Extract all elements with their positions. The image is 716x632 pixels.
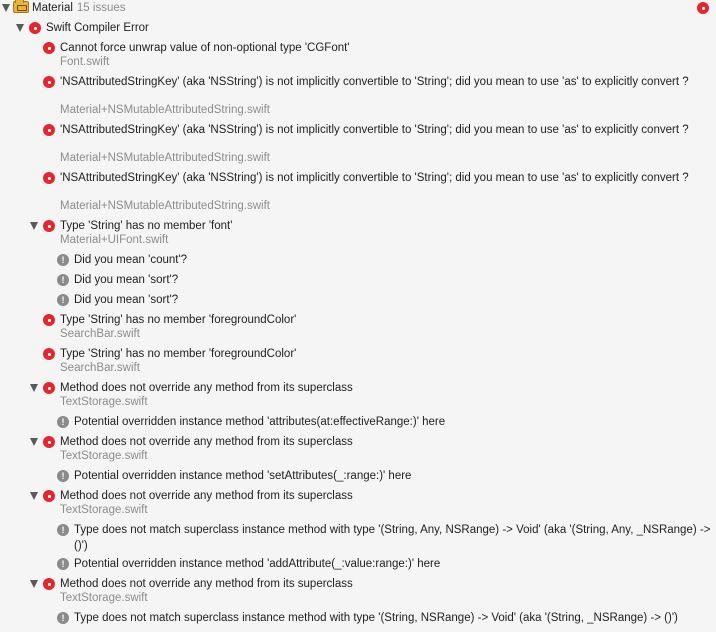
issue-count: 15 issues (76, 2, 126, 14)
issue-message: Type 'String' has no member 'foregroundColor' (60, 348, 297, 360)
note-row[interactable] (0, 556, 716, 572)
note-message: Did you mean 'sort'? (74, 294, 179, 306)
category-title: Swift Compiler Error (46, 22, 149, 34)
issue-row[interactable] (0, 218, 716, 248)
issue-message: Type 'String' has no member 'font' (60, 220, 233, 232)
note-message: Potential overridden instance method 'setAttributes(_:range:)' here (74, 470, 412, 482)
note-row[interactable] (0, 610, 716, 626)
note-icon: ! (57, 612, 69, 624)
issue-file: TextStorage.swift (60, 592, 148, 604)
issue-message: Type 'String' has no member 'foregroundColor' (60, 314, 297, 326)
issue-row[interactable] (0, 170, 716, 214)
error-icon (43, 124, 55, 136)
note-message: Potential overridden instance method 'attributes(at:effectiveRange:)' here (74, 416, 446, 428)
issue-row[interactable] (0, 434, 716, 464)
issue-group-header[interactable] (0, 0, 716, 16)
error-icon (43, 76, 55, 88)
issue-message: 'NSAttributedStringKey' (aka 'NSString') is not implicitly convertible to 'String'; did you mean to use 'as' to explicitly convert ? (60, 124, 689, 136)
note-icon: ! (57, 558, 69, 570)
issue-file: TextStorage.swift (60, 396, 148, 408)
disclosure-triangle-icon[interactable] (2, 4, 10, 12)
note-row[interactable] (0, 522, 716, 554)
issue-message: Method does not override any method from its superclass (60, 436, 353, 448)
note-icon: ! (57, 294, 69, 306)
issue-file: Material+UIFont.swift (60, 234, 169, 246)
issue-row[interactable] (0, 576, 716, 606)
issue-message: 'NSAttributedStringKey' (aka 'NSString') is not implicitly convertible to 'String'; did you mean to use 'as' to explicitly convert ? (60, 172, 689, 184)
issue-file: SearchBar.swift (60, 328, 140, 340)
note-icon: ! (57, 524, 69, 536)
issue-message: Cannot force unwrap value of non-optional type 'CGFont' (60, 42, 350, 54)
error-icon (43, 348, 55, 360)
error-icon (43, 220, 55, 232)
issue-row[interactable] (0, 74, 716, 118)
project-name: Material (32, 2, 73, 14)
error-icon (43, 172, 55, 184)
error-icon (43, 42, 55, 54)
issue-row[interactable] (0, 346, 716, 376)
note-message: Potential overridden instance method 'addAttribute(_:value:range:)' here (74, 558, 441, 570)
note-row[interactable] (0, 252, 716, 268)
note-icon: ! (57, 470, 69, 482)
note-message: Did you mean 'count'? (74, 254, 188, 266)
issue-row[interactable] (0, 488, 716, 518)
issue-file: Font.swift (60, 56, 110, 68)
issue-message: Method does not override any method from its superclass (60, 578, 353, 590)
note-message: Did you mean 'sort'? (74, 274, 179, 286)
issue-message: 'NSAttributedStringKey' (aka 'NSString') is not implicitly convertible to 'String'; did you mean to use 'as' to explicitly convert ? (60, 76, 689, 88)
issue-file: TextStorage.swift (60, 450, 148, 462)
note-row[interactable] (0, 468, 716, 484)
note-row[interactable] (0, 414, 716, 430)
note-message: Type does not match superclass instance method with type '(String, Any, NSRange) -> Void' (aka '(String, Any, _NSRange) -> ()') (74, 524, 711, 552)
issue-row[interactable] (0, 122, 716, 166)
error-icon (43, 314, 55, 326)
error-icon (29, 22, 41, 34)
project-folder-icon (13, 1, 29, 13)
issue-message: Method does not override any method from its superclass (60, 382, 353, 394)
issue-file: Material+NSMutableAttributedString.swift (60, 104, 270, 116)
disclosure-triangle-icon[interactable] (30, 438, 38, 446)
disclosure-triangle-icon[interactable] (30, 580, 38, 588)
issue-message: Method does not override any method from its superclass (60, 490, 353, 502)
note-message: Type does not match superclass instance method with type '(String, NSRange) -> Void' (aka '(String, _NSRange) -> ()') (74, 612, 678, 624)
issue-row[interactable] (0, 312, 716, 342)
error-icon (43, 436, 55, 448)
note-row[interactable] (0, 292, 716, 308)
issue-file: SearchBar.swift (60, 362, 140, 374)
note-icon: ! (57, 254, 69, 266)
category-row[interactable] (0, 20, 716, 36)
note-row[interactable] (0, 272, 716, 288)
issue-file: Material+NSMutableAttributedString.swift (60, 152, 270, 164)
note-icon: ! (57, 274, 69, 286)
error-icon (43, 578, 55, 590)
disclosure-triangle-icon[interactable] (30, 384, 38, 392)
issue-file: Material+NSMutableAttributedString.swift (60, 200, 270, 212)
error-icon (43, 490, 55, 502)
issue-row[interactable] (0, 40, 716, 70)
issue-file: TextStorage.swift (60, 504, 148, 516)
note-icon: ! (57, 416, 69, 428)
disclosure-triangle-icon[interactable] (16, 24, 24, 32)
disclosure-triangle-icon[interactable] (30, 222, 38, 230)
disclosure-triangle-icon[interactable] (30, 492, 38, 500)
error-icon (697, 2, 709, 14)
error-icon (43, 382, 55, 394)
issue-row[interactable] (0, 380, 716, 410)
